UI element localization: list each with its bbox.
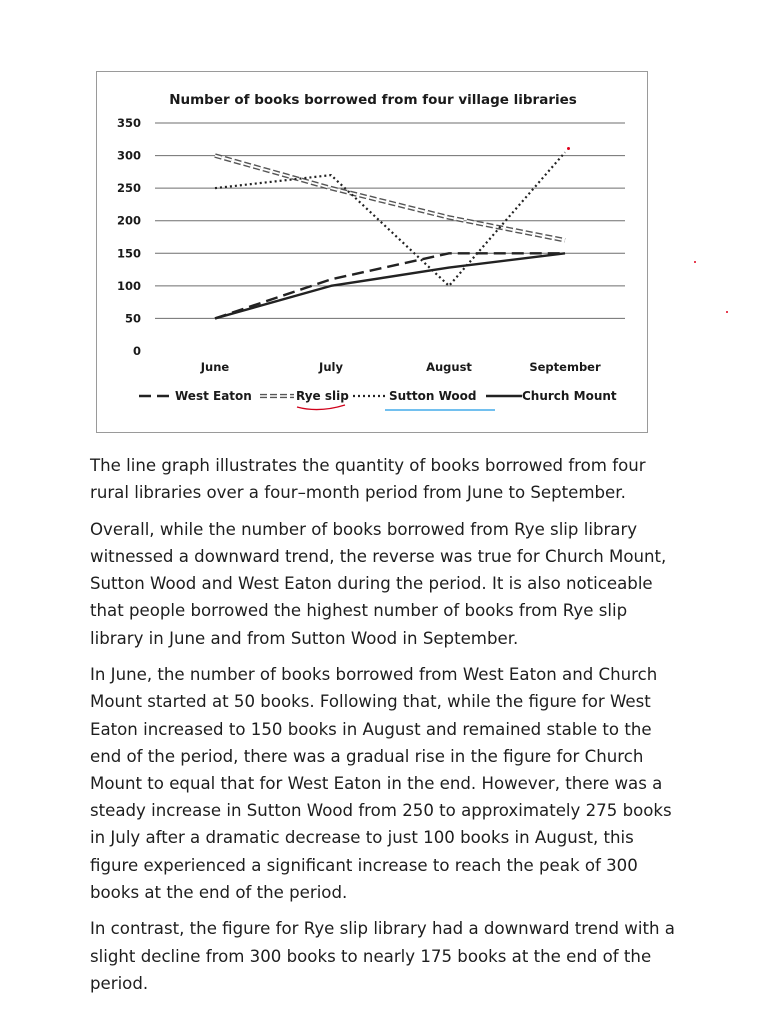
y-tick-label: 150 (116, 246, 141, 261)
chart-title: Number of books borrowed from four village libraries (169, 92, 577, 108)
x-tick-label: July (319, 360, 343, 374)
paragraph-overview: Overall, while the number of books borrowed from Rye slip library witnessed a downward trend, the reverse was true for Church Mount, Sutton Wood and West Eaton during the period. It is also noticeable that people borrowed the highest number of books from Rye slip library in June and from Sutton Wood in September. (90, 519, 667, 648)
paragraph-intro: The line graph illustrates the quantity of books borrowed from four rural libraries over a four–month period from June to September. (90, 456, 646, 503)
x-tick-label: August (426, 360, 472, 374)
chart-frame (96, 71, 648, 433)
stray-mark (694, 261, 696, 263)
x-tick-label: September (529, 360, 601, 374)
legend-label: Rye slip (296, 389, 349, 403)
line-chart (97, 72, 649, 434)
y-tick-label: 250 (116, 181, 141, 196)
legend-label: West Eaton (175, 389, 252, 403)
y-tick-label: 350 (116, 116, 141, 130)
y-tick-label: 300 (116, 148, 141, 163)
series-line-rye-slip (215, 156, 565, 241)
y-tick-label: 200 (116, 213, 141, 228)
y-tick-label: 100 (116, 278, 141, 293)
legend-label: Church Mount (522, 389, 617, 403)
y-tick-label: 0 (132, 344, 141, 358)
paragraph-body-2: In contrast, the figure for Rye slip library had a downward trend with a slight decline from 300 books to nearly 175 books at the end of the period. (90, 919, 675, 993)
y-tick-label: 50 (124, 311, 141, 326)
essay-text (90, 452, 682, 1006)
spellcheck-underline (297, 405, 345, 410)
legend-label: Sutton Wood (389, 389, 477, 403)
x-tick-label: June (200, 360, 230, 374)
stray-mark (567, 147, 570, 150)
paragraph-body-1: In June, the number of books borrowed from West Eaton and Church Mount started at 50 books. Following that, while the figure for West Eaton increased to 150 books in August and remained stable to the end of the period, there was a gradual rise in the figure for Church Mount to equal that for West Eaton in the end. However, there was a steady increase in Sutton Wood from 250 to approximately 275 books in July after a dramatic decrease to just 100 books in August, this figure experienced a significant increase to reach the peak of 300 books at the end of the period. (90, 665, 672, 902)
stray-mark (726, 311, 728, 313)
